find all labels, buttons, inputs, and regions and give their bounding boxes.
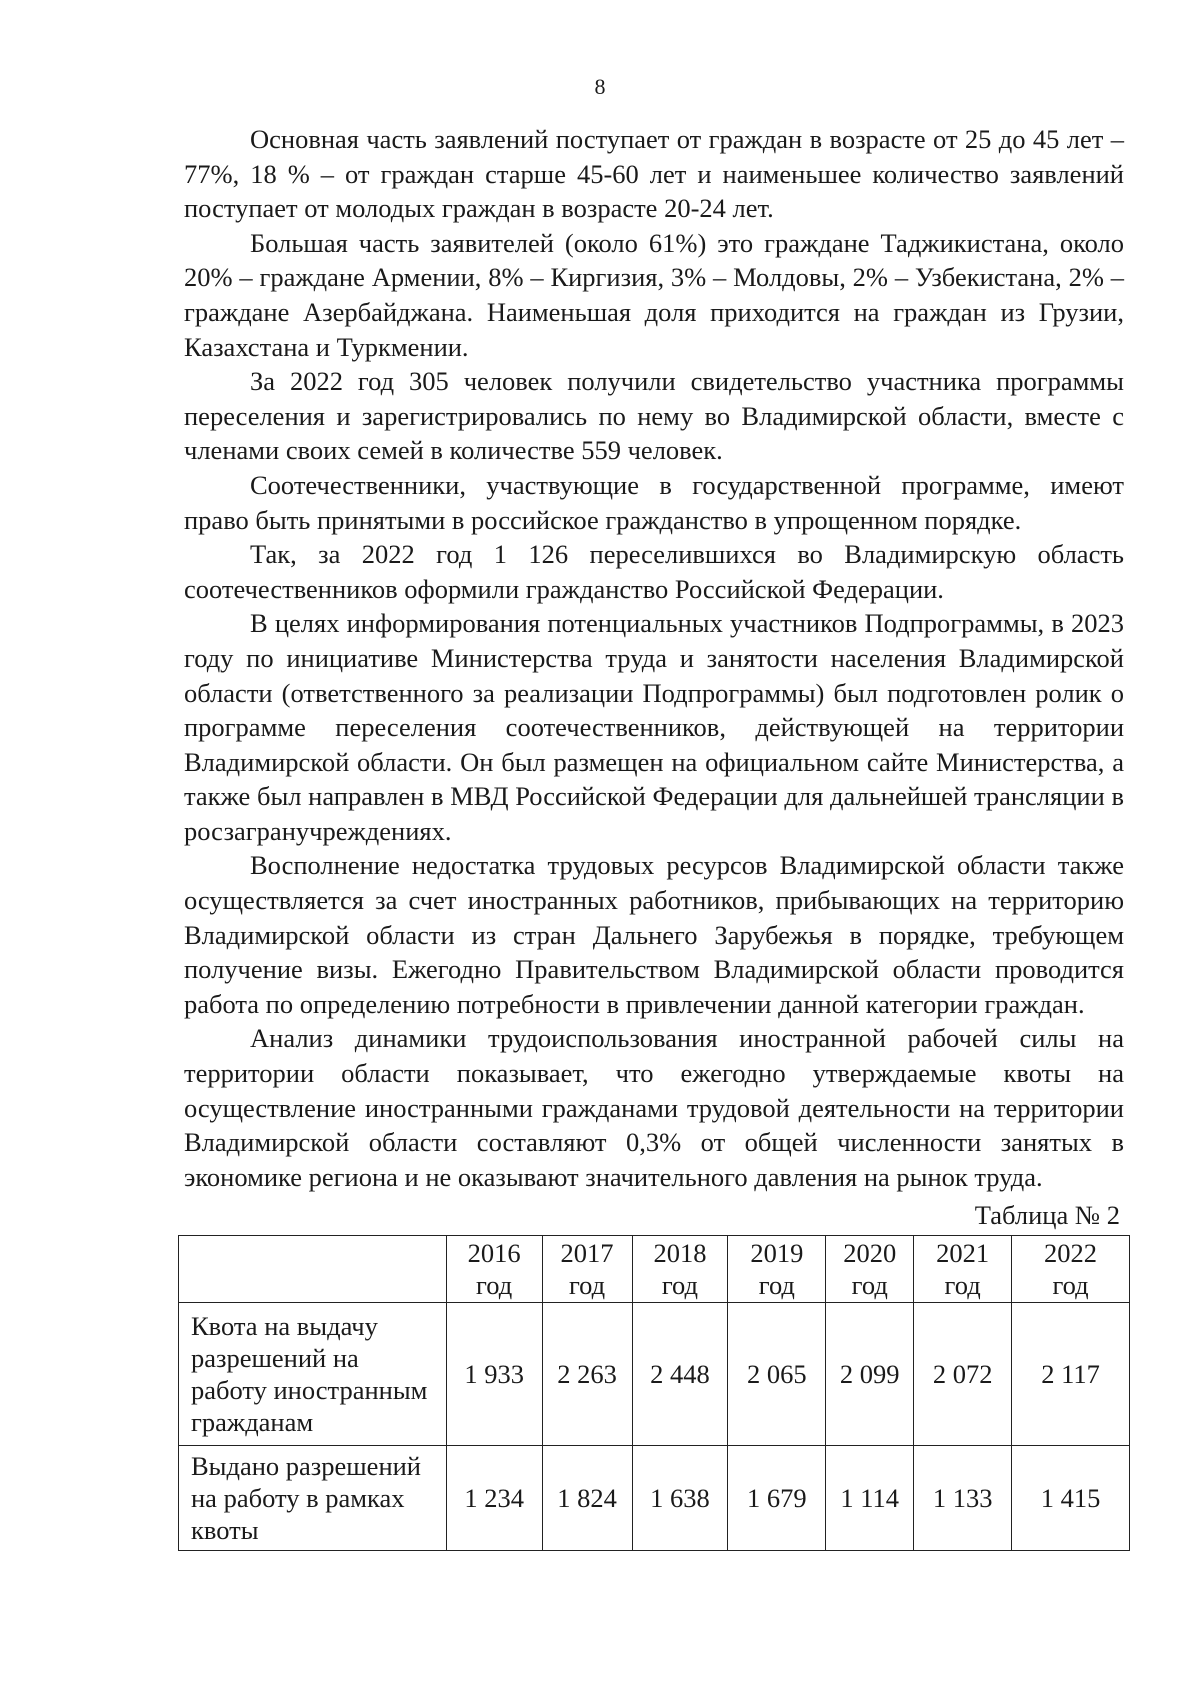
paragraph: Восполнение недостатка трудовых ресурсов Владимирской области также осуществляется за счет иностранных работников, прибывающих на территорию Владимирской области из стран Дальнего Зарубежья в порядке, требующем получение визы. Ежегодно Правительством Владимирской области проводится работа по определению потребности в привлечении данной категории граждан. [184,850,1124,1019]
column-unit: год [476,1270,513,1300]
column-unit: год [851,1270,888,1300]
table-cell: 2 117 [1012,1303,1130,1446]
header-empty-cell [179,1236,447,1303]
paragraph: Большая часть заявителей (около 61%) это граждане Таджикистана, около 20% – граждане Армении, 8% – Киргизия, 3% – Молдовы, 2% – Узбекистана, 2% – гражданe Азербайджана. Наименьшая доля приходится на граждан из Грузии, Казахстана и Туркмении. [184,227,1124,362]
column-year: 2017 [560,1238,614,1268]
column-header [542,1236,632,1303]
table-cell: 1 133 [914,1446,1012,1551]
table-cell: 2 448 [632,1303,728,1446]
column-header [728,1236,826,1303]
table-cell: 1 933 [446,1303,542,1446]
table-row [179,1303,1130,1446]
row-label: Квота на выдачу разрешений на работу иностранным гражданам [179,1303,447,1446]
table-cell: 1 234 [446,1446,542,1551]
column-year: 2019 [750,1238,804,1268]
table-cell: 2 099 [826,1303,914,1446]
row-label: Выдано разрешений на работу в рамках квоты [179,1446,447,1551]
column-header [632,1236,728,1303]
table-cell: 1 415 [1012,1446,1130,1551]
column-year: 2020 [843,1238,897,1268]
table-cell: 2 263 [542,1303,632,1446]
body-text [184,122,1124,1194]
column-year: 2021 [936,1238,990,1268]
column-year: 2018 [653,1238,707,1268]
column-header [1012,1236,1130,1303]
column-header [914,1236,1012,1303]
table-cell: 1 638 [632,1446,728,1551]
paragraph: Так, за 2022 год 1 126 переселившихся во Владимирскую область соотечественников оформили гражданство Российской Федерации. [184,539,1124,604]
page-number: 8 [594,74,606,99]
column-unit: год [568,1270,606,1300]
table-header-row [179,1236,1130,1303]
paragraph: Соотечественники, участвующие в государственной программе, имеют право быть принятыми в российское гражданство в упрощенном порядке. [184,469,1124,535]
table-cell: 2 072 [914,1303,1012,1446]
table-cell: 1 824 [542,1446,632,1551]
paragraph: Анализ динамики трудоиспользования иностранной рабочей силы на территории области показывает, что ежегодно утверждаемые квоты на осуществление иностранными гражданами трудовой деятельности на территории Владимирской области составляют 0,3% от общей численности занятых в экономике региона и не оказывают значительного давления на рынок труда. [184,1023,1124,1192]
column-unit: год [661,1270,699,1300]
column-unit: год [944,1270,981,1300]
column-header [446,1236,542,1303]
column-header [826,1236,914,1303]
column-unit: год [1052,1270,1089,1300]
paragraph: Основная часть заявлений поступает от граждан в возрасте от 25 до 45 лет – 77%, 18 % – от граждан старше 45-60 лет и наименьшее количество заявлений поступает от молодых граждан в возрасте 20-24 лет. [184,124,1124,224]
table-cell: 1 679 [728,1446,826,1551]
table-row [179,1446,1130,1551]
table-caption: Таблица № 2 [974,1200,1120,1230]
column-year: 2016 [467,1238,521,1268]
quota-table [178,1235,1130,1551]
paragraph: В целях информирования потенциальных участников Подпрограммы, в 2023 году по инициативе Министерства труда и занятости населения Владимирской области (ответственного за реализации Подпрограммы) был подготовлен ролик о программе переселения соотечественников, действующей на территории Владимирской области. Он был размещен на официальном сайте Министерства, а также был направлен в МВД Российской Федерации для дальнейшей трансляции в росзагранучреждениях. [184,608,1124,846]
column-unit: год [758,1270,795,1300]
table-cell: 1 114 [826,1446,914,1551]
column-year: 2022 [1044,1238,1098,1268]
table-cell: 2 065 [728,1303,826,1446]
paragraph: За 2022 год 305 человек получили свидетельство участника программы переселения и зарегистрировались по нему во Владимирской области, вместе с членами своих семей в количестве 559 человек. [184,366,1124,466]
